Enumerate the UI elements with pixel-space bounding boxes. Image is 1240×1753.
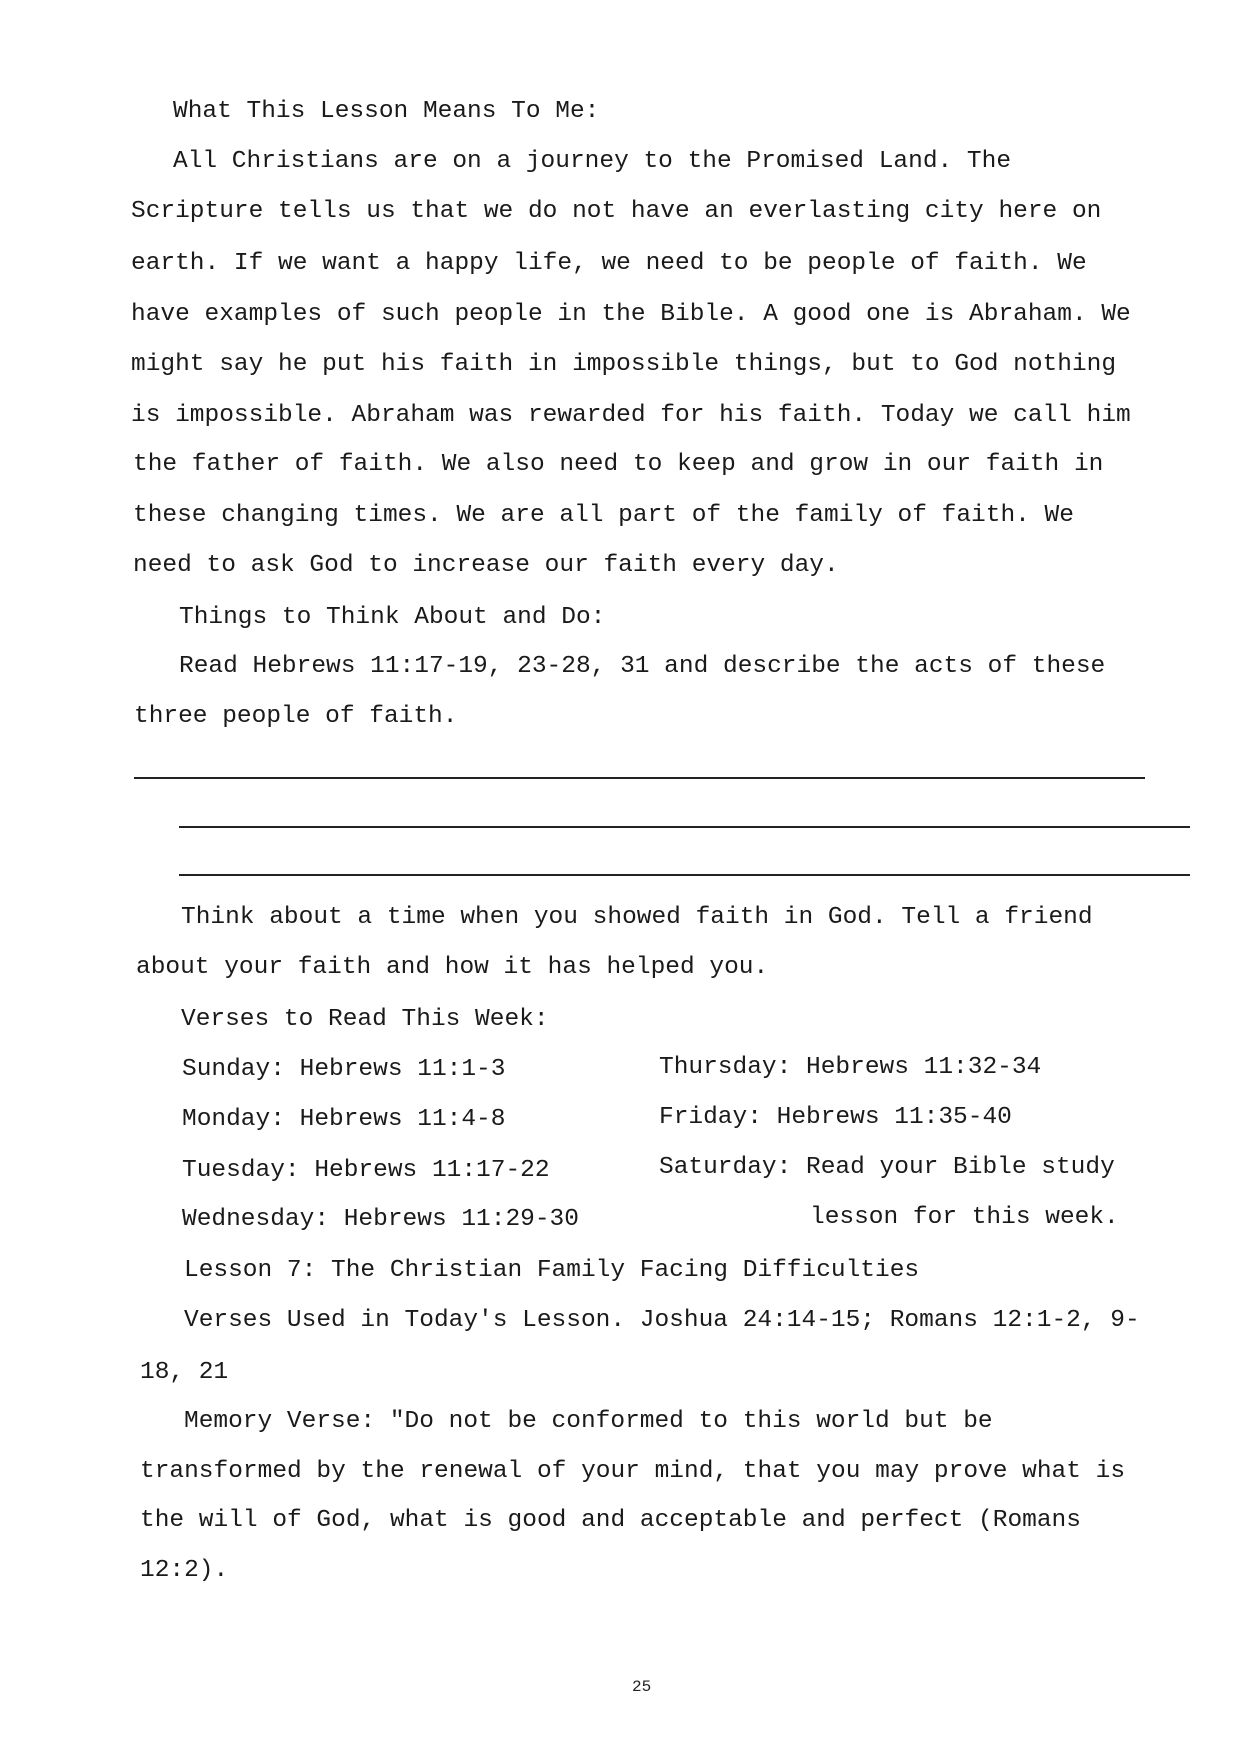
verse-thursday: Thursday: Hebrews 11:32-34	[659, 1054, 1042, 1081]
verse-saturday-cont: lesson for this week.	[810, 1204, 1119, 1231]
task-line: Think about a time when you showed faith in God. Tell a friend	[181, 904, 1093, 931]
verses-used-line: 18, 21	[140, 1359, 229, 1386]
verses-used-line: Verses Used in Today's Lesson. Joshua 24:14-15; Romans 12:1-2, 9-	[184, 1307, 1140, 1334]
paragraph-line: need to ask God to increase our faith every day.	[133, 552, 839, 579]
paragraph-line: have examples of such people in the Bible. A good one is Abraham. We	[131, 301, 1131, 328]
verse-sunday: Sunday: Hebrews 11:1-3	[182, 1056, 506, 1083]
paragraph-line: is impossible. Abraham was rewarded for his faith. Today we call him	[131, 402, 1131, 429]
paragraph-line: might say he put his faith in impossible things, but to God nothing	[131, 351, 1117, 378]
answer-line[interactable]	[179, 826, 1190, 828]
paragraph-line: the father of faith. We also need to keep and grow in our faith in	[133, 451, 1104, 478]
task-line: three people of faith.	[134, 703, 458, 730]
memory-verse-line: 12:2).	[140, 1557, 229, 1584]
verse-wednesday: Wednesday: Hebrews 11:29-30	[182, 1206, 579, 1233]
paragraph-line: All Christians are on a journey to the Promised Land. The	[173, 148, 1012, 175]
verses-heading: Verses to Read This Week:	[181, 1006, 549, 1033]
paragraph-line: earth. If we want a happy life, we need to be people of faith. We	[131, 250, 1087, 277]
memory-verse-line: transformed by the renewal of your mind, that you may prove what is	[140, 1458, 1126, 1485]
paragraph-line: these changing times. We are all part of the family of faith. We	[133, 502, 1074, 529]
answer-line[interactable]	[134, 777, 1145, 779]
task-line: about your faith and how it has helped you.	[136, 954, 769, 981]
memory-verse-line: the will of God, what is good and acceptable and perfect (Romans	[140, 1507, 1081, 1534]
verse-friday: Friday: Hebrews 11:35-40	[659, 1104, 1012, 1131]
verse-saturday: Saturday: Read your Bible study	[659, 1154, 1115, 1181]
verse-tuesday: Tuesday: Hebrews 11:17-22	[182, 1157, 550, 1184]
memory-verse-line: Memory Verse: "Do not be conformed to this world but be	[184, 1408, 993, 1435]
section-heading: What This Lesson Means To Me:	[173, 98, 600, 125]
page-number: 25	[632, 1678, 652, 1696]
task-line: Read Hebrews 11:17-19, 23-28, 31 and describe the acts of these	[179, 653, 1106, 680]
paragraph-line: Scripture tells us that we do not have an everlasting city here on	[131, 198, 1102, 225]
things-heading: Things to Think About and Do:	[179, 604, 606, 631]
verse-monday: Monday: Hebrews 11:4-8	[182, 1106, 506, 1133]
answer-line[interactable]	[179, 874, 1190, 876]
next-lesson-title: Lesson 7: The Christian Family Facing Difficulties	[184, 1257, 920, 1284]
